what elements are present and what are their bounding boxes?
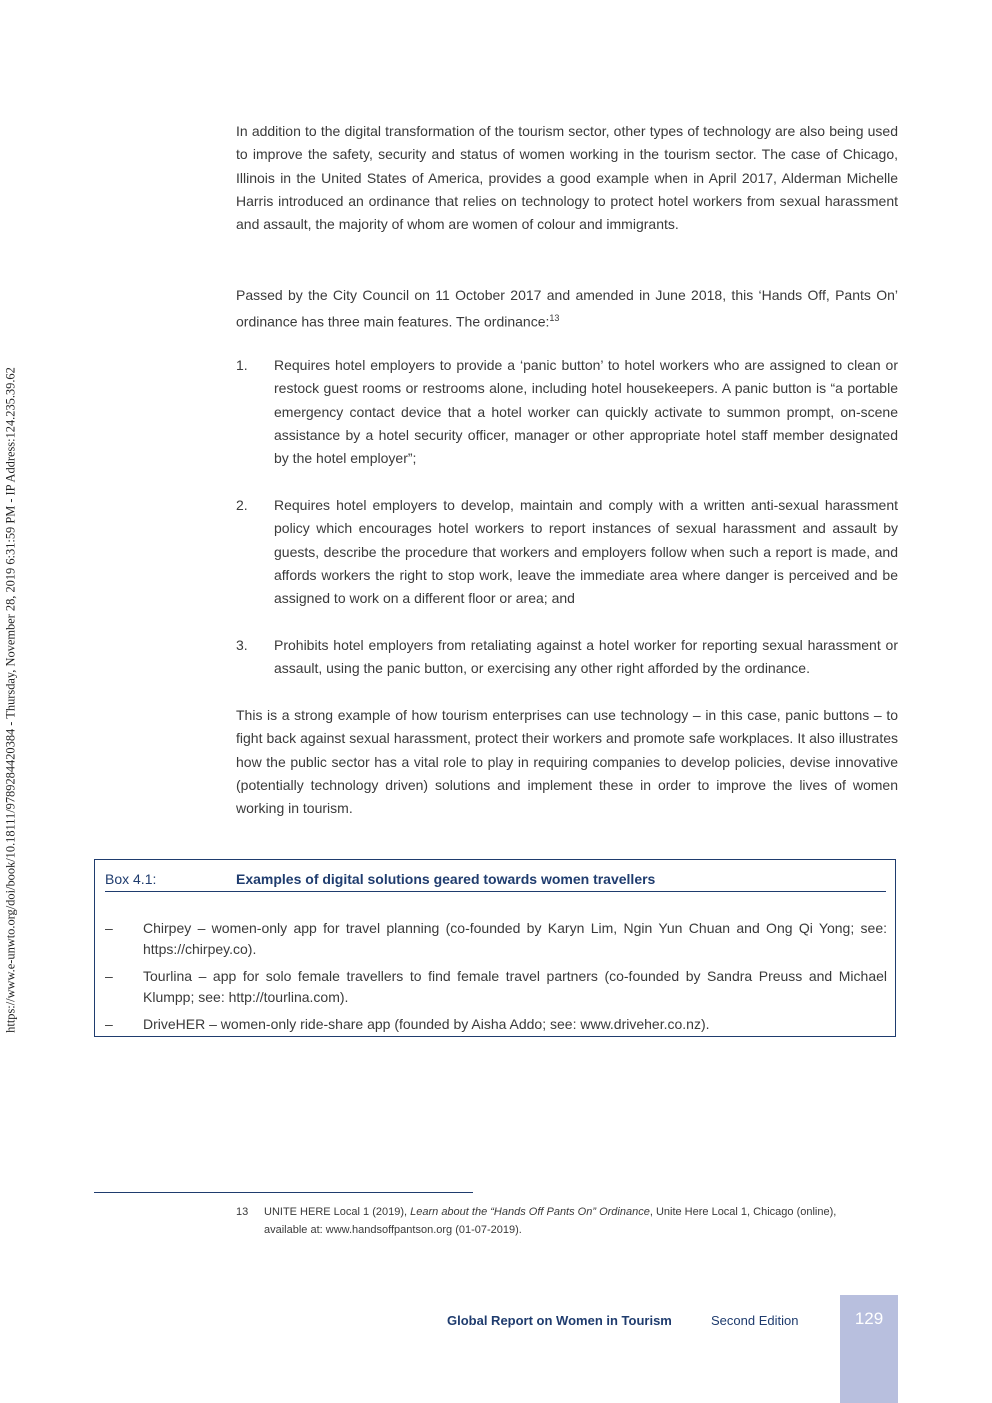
ordinance-list-3 xyxy=(236,634,898,681)
box-header xyxy=(105,869,886,892)
page-number-tab xyxy=(840,1295,898,1403)
box-item-text: Chirpey – women-only app for travel planning (co-founded by Karyn Lim, Ngin Yun Chuan and Ong Qi Yong; see: https://chirpey.co). xyxy=(143,920,887,957)
footnote-divider xyxy=(94,1192,473,1193)
download-watermark xyxy=(0,0,22,1403)
box-item-text: Tourlina – app for solo female travellers to find female travel partners (co-founded by Sandra Preuss and Michael Klumpp; see: http://tourlina.com). xyxy=(143,968,887,1005)
page-number: 129 xyxy=(854,1309,884,1328)
box-list xyxy=(105,918,887,1041)
paragraph-intro: In addition to the digital transformation of the tourism sector, other types of technology are also being used to improve the safety, security and status of women working in the tourism sector. The case of Chicago, Illinois in the United States of America, provides a good example when in April 2017, Alderman Michelle Harris introduced an ordinance that relies on technology to protect hotel workers from sexual harassment and assault, the majority of whom are women of colour and immigrants. xyxy=(236,123,898,233)
ordinance-list-2 xyxy=(236,494,898,610)
list-number: 3. xyxy=(236,637,248,653)
list-item xyxy=(236,494,898,610)
footer-edition: Second Edition xyxy=(711,1313,799,1328)
list-item xyxy=(236,354,898,470)
paragraph-ordinance-text: Passed by the City Council on 11 October 2017 and amended in June 2018, this ‘Hands Off, Pants On’ ordinance has three main features. The ordinance: xyxy=(236,287,898,330)
box-label: Box 4.1: xyxy=(105,871,157,887)
dash-bullet: – xyxy=(105,920,113,936)
list-item xyxy=(236,634,898,681)
watermark-text: https://www.e-unwto.org/doi/book/10.18111/9789284420384 - Thursday, November 28, 2019 6:31:59 PM - IP Address:124.235.39.62 xyxy=(3,367,18,1033)
paragraph-conclusion: This is a strong example of how tourism enterprises can use technology – in this case, panic buttons – to fight back against sexual harassment, protect their workers and promote safe workplaces. It also illustrates how the public sector has a vital role to play in requiring companies to develop policies, devise innovative (potentially technology driven) solutions and implement these in order to improve the lives of women working in tourism. xyxy=(236,707,898,817)
footnote-source: , Unite Here Local 1, Chicago (online), available at: www.handsoffpantson.org (01-07-2019). xyxy=(264,1206,837,1236)
list-text: Prohibits hotel employers from retaliating against a hotel worker for reporting sexual harassment or assault, using the panic button, or exercising any other right afforded by the ordinance. xyxy=(274,637,898,677)
box-item-text: DriveHER – women-only ride-share app (founded by Aisha Addo; see: www.driveher.co.nz). xyxy=(143,1016,710,1032)
box-list-item xyxy=(105,918,887,960)
list-number: 1. xyxy=(236,357,248,373)
box-list-item xyxy=(105,966,887,1008)
footnote-reference: 13 xyxy=(549,313,560,324)
list-text: Requires hotel employers to provide a ‘panic button’ to hotel workers who are assigned to clean or restock guest rooms or restrooms alone, including hotel housekeepers. A panic button is “a portable emergency contact device that a hotel worker can quickly activate to summon prompt, on-scene assistance by a hotel security officer, manager or other appropriate hotel staff member designated by the hotel employer”; xyxy=(274,357,898,467)
box-4-1 xyxy=(94,859,896,1037)
footnote-number: 13 xyxy=(236,1206,249,1218)
box-list-item xyxy=(105,1014,887,1035)
dash-bullet: – xyxy=(105,968,113,984)
list-text: Requires hotel employers to develop, maintain and comply with a written anti-sexual harassment policy which encourages hotel workers to report instances of sexual harassment and assault by guests, describe the procedure that workers and employers follow when such a report is made, and affords workers the right to stop work, leave the immediate area where danger is perceived and be assigned to work on a different floor or area; and xyxy=(274,497,898,607)
list-number: 2. xyxy=(236,497,248,513)
footnote xyxy=(236,1203,876,1239)
footnote-citation: UNITE HERE Local 1 (2019), xyxy=(264,1206,411,1218)
ordinance-list-1 xyxy=(236,354,898,470)
footnote-title: Learn about the “Hands Off Pants On” Ordinance xyxy=(410,1206,650,1218)
dash-bullet: – xyxy=(105,1016,113,1032)
footnote-text xyxy=(236,1203,876,1239)
box-title: Examples of digital solutions geared towards women travellers xyxy=(236,871,656,887)
paragraph-ordinance xyxy=(236,284,898,334)
footer-report-title: Global Report on Women in Tourism xyxy=(447,1313,672,1328)
